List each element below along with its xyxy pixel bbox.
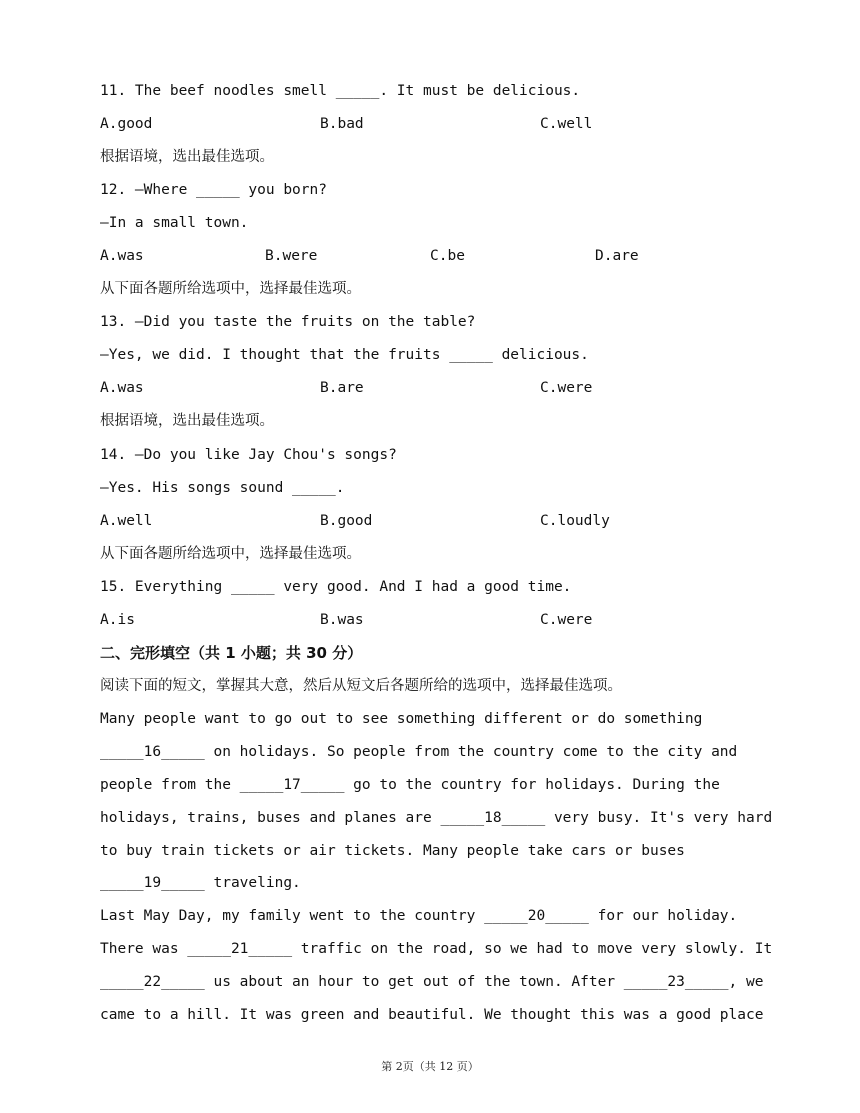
question-14-option-c: C.loudly (540, 513, 610, 529)
question-15-stem: 15. Everything _____ very good. And I had a good time. (100, 579, 572, 595)
passage-line: came to a hill. It was green and beautiful. We thought this was a good place (100, 1007, 764, 1023)
question-11-stem: 11. The beef noodles smell _____. It must be delicious. (100, 83, 581, 99)
question-14-stem: 14. —Do you like Jay Chou's songs? (100, 447, 397, 463)
question-11-option-a: A.good (100, 116, 153, 132)
question-13-option-a: A.was (100, 380, 144, 396)
instruction-text: 从下面各题所给选项中，选择最佳选项。 (100, 281, 361, 297)
section-instruction: 阅读下面的短文，掌握其大意，然后从短文后各题所给的选项中，选择最佳选项。 (100, 678, 622, 694)
page-footer: 第 2页（共 12 页） (381, 1060, 479, 1073)
question-13-reply: —Yes, we did. I thought that the fruits _____ delicious. (100, 347, 589, 363)
question-13-stem: 13. —Did you taste the fruits on the table? (100, 314, 476, 330)
question-12-stem: 12. —Where _____ you born? (100, 182, 327, 198)
question-12-option-a: A.was (100, 248, 144, 264)
question-13-option-c: C.were (540, 380, 593, 396)
question-14-reply: —Yes. His songs sound _____. (100, 480, 345, 496)
passage-line: _____19_____ traveling. (100, 875, 301, 891)
instruction-text: 根据语境，选出最佳选项。 (100, 149, 274, 165)
passage-line: people from the _____17_____ go to the country for holidays. During the (100, 777, 720, 793)
passage-line: Many people want to go out to see something different or do something (100, 711, 703, 727)
question-15-option-b: B.was (320, 612, 364, 628)
instruction-text: 根据语境，选出最佳选项。 (100, 413, 274, 429)
question-12-reply: —In a small town. (100, 215, 249, 231)
question-11-option-c: C.well (540, 116, 593, 132)
question-15-option-c: C.were (540, 612, 593, 628)
passage-line: Last May Day, my family went to the country _____20_____ for our holiday. (100, 908, 738, 924)
question-14-option-b: B.good (320, 513, 373, 529)
question-15-option-a: A.is (100, 612, 135, 628)
passage-line: holidays, trains, buses and planes are _____18_____ very busy. It's very hard (100, 810, 773, 826)
passage-line: to buy train tickets or air tickets. Many people take cars or buses (100, 843, 685, 859)
question-12-option-d: D.are (595, 248, 639, 264)
passage-line: There was _____21_____ traffic on the road, so we had to move very slowly. It (100, 941, 773, 957)
passage-line: _____16_____ on holidays. So people from the country come to the city and (100, 744, 738, 760)
question-12-option-b: B.were (265, 248, 318, 264)
passage-line: _____22_____ us about an hour to get out of the town. After _____23_____, we (100, 974, 764, 990)
question-13-option-b: B.are (320, 380, 364, 396)
instruction-text: 从下面各题所给选项中，选择最佳选项。 (100, 546, 361, 562)
question-14-option-a: A.well (100, 513, 153, 529)
question-12-option-c: C.be (430, 248, 465, 264)
section-heading: 二、完形填空（共 1 小题；共 30 分） (100, 644, 363, 662)
question-11-option-b: B.bad (320, 116, 364, 132)
